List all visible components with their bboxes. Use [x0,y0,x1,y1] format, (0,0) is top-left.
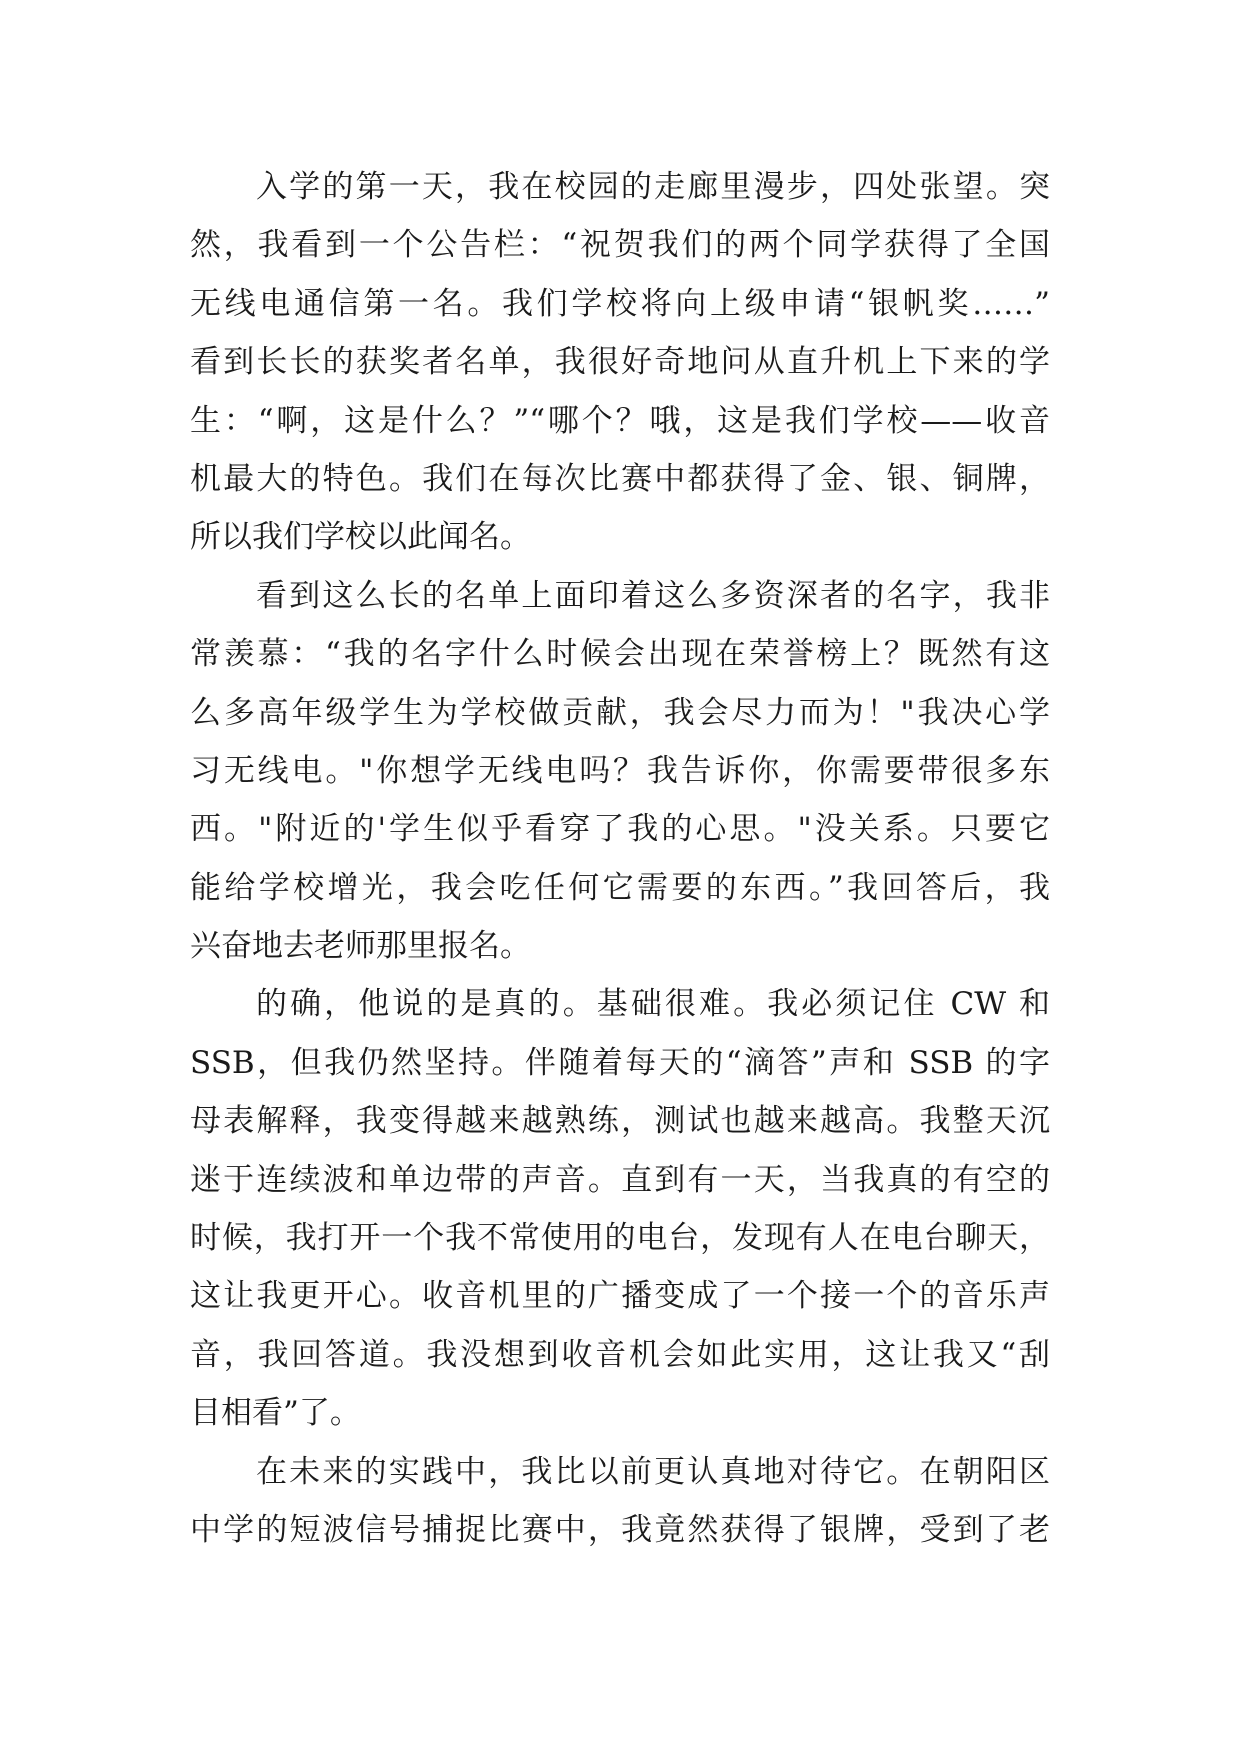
text-line: 母表解释，我变得越来越熟练，测试也越来越高。我整天沉 [190,1103,1050,1140]
paragraph-3 [190,975,1050,1442]
text-line: 看到这么长的名单上面印着这么多资深者的名字，我非 [256,577,1050,614]
text-line: 入学的第一天，我在校园的走廊里漫步，四处张望。突 [256,169,1050,205]
text-line: 么多高年级学生为学校做贡献，我会尽力而为！"我决心学 [190,694,1050,731]
paragraph-2 [190,567,1050,976]
text-line: 然，我看到一个公告栏：“祝贺我们的两个同学获得了全国 [190,227,1050,264]
text-line: 习无线电。"你想学无线电吗？我告诉你，你需要带很多东 [190,752,1050,789]
text-line: 这让我更开心。收音机里的广播变成了一个接一个的音乐声 [190,1278,1050,1315]
text-line: 看到长长的获奖者名单，我很好奇地问从直升机上下来的学 [190,344,1050,381]
text-line: SSB，但我仍然坚持。伴随着每天的“滴答”声和 SSB 的字 [190,1044,1050,1081]
text-line: 在未来的实践中，我比以前更认真地对待它。在朝阳区 [256,1453,1050,1490]
text-line: 兴奋地去老师那里报名。 [190,928,531,965]
text-line: 目相看”了。 [190,1395,361,1432]
paragraph-4 [190,1443,1050,1560]
text-line: 无线电通信第一名。我们学校将向上级申请“银帆奖……” [190,285,1050,322]
text-line: 能给学校增光，我会吃任何它需要的东西。”我回答后，我 [190,869,1050,906]
text-line: 常羡慕：“我的名字什么时候会出现在荣誉榜上？既然有这 [190,636,1050,673]
text-line: 机最大的特色。我们在每次比赛中都获得了金、银、铜牌， [190,460,1050,497]
text-line: 时候，我打开一个我不常使用的电台，发现有人在电台聊天， [190,1220,1050,1257]
text-line: 西。"附近的'学生似乎看穿了我的心思。"没关系。只要它 [190,811,1050,848]
text-line: 音，我回答道。我没想到收音机会如此实用，这让我又“刮 [190,1336,1050,1373]
document-body [190,158,1050,1559]
text-line: 所以我们学校以此闻名。 [190,519,531,556]
text-line: 生：“啊，这是什么？”“哪个？哦，这是我们学校——收音 [190,402,1050,439]
text-line: 迷于连续波和单边带的声音。直到有一天，当我真的有空的 [190,1161,1050,1198]
paragraph-1 [190,158,1050,567]
text-line: 中学的短波信号捕捉比赛中，我竟然获得了银牌，受到了老 [190,1511,1050,1548]
text-line: 的确，他说的是真的。基础很难。我必须记住 CW 和 [256,986,1050,1023]
